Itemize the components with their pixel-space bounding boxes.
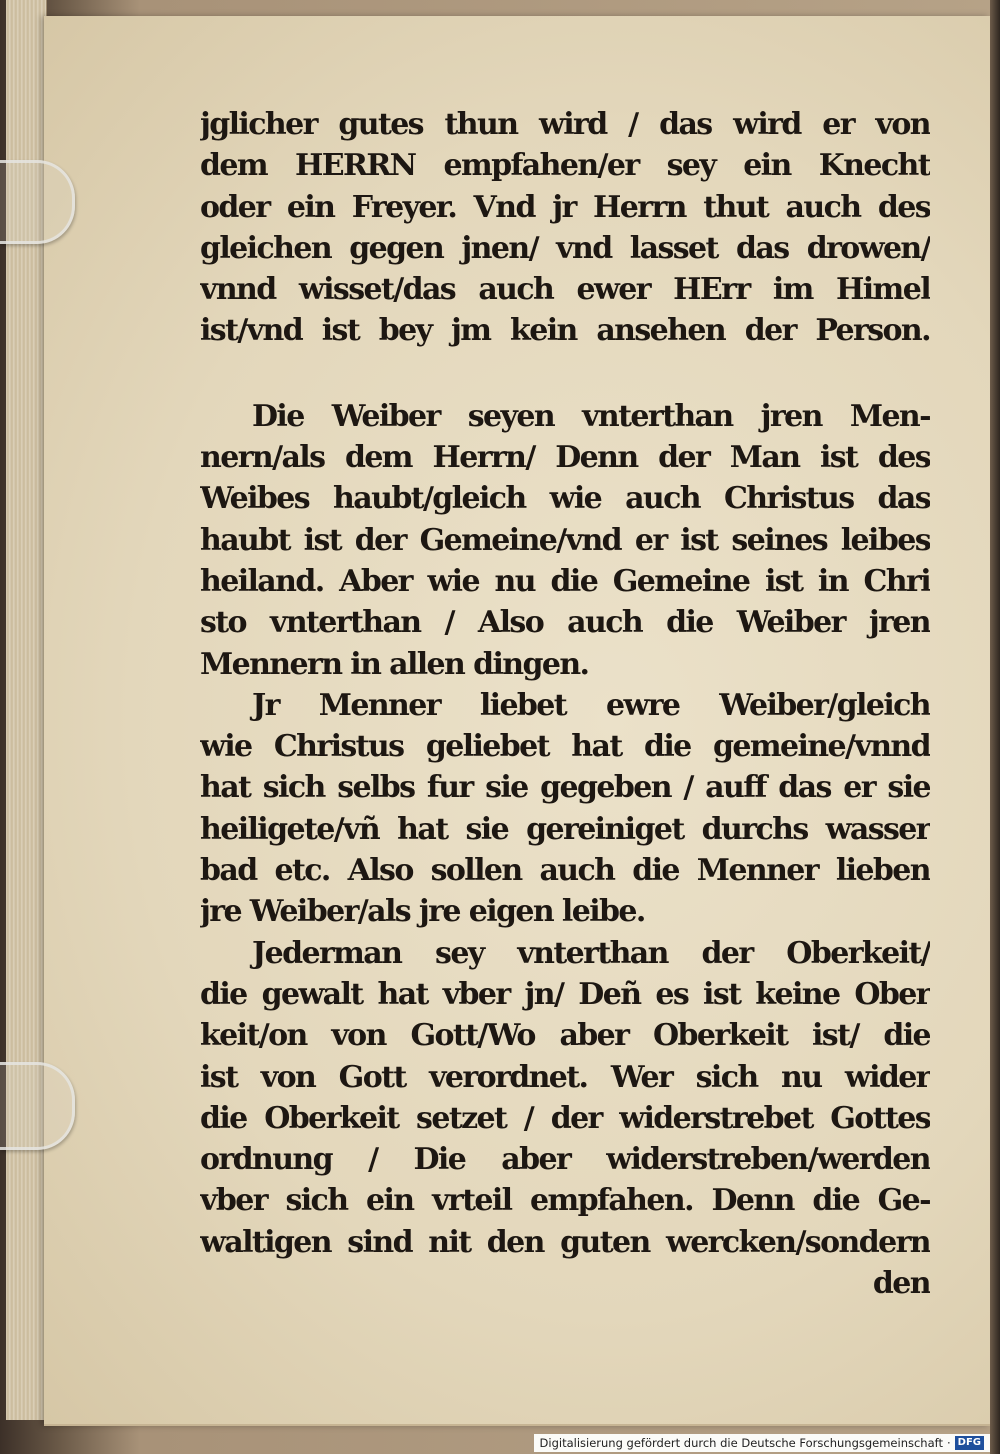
text-line: dem HERRN empfahen/er sey ein Knecht: [200, 148, 930, 184]
page-text: [200, 104, 930, 1304]
text-line: wie Christus geliebet hat die gemeine/vnnd: [200, 729, 930, 765]
paragraph-start-line: Jederman sey vnterthan der Oberkeit/: [252, 935, 930, 971]
text-line: vnnd wisset/das auch ewer HErr im Himel: [200, 272, 930, 308]
text-line: sto vnterthan / Also auch die Weiber jren: [200, 605, 930, 641]
text-line: haubt ist der Gemeine/vnd er ist seines leibes: [200, 522, 930, 558]
text-line: keit/on von Gott/Wo aber Oberkeit ist/ die: [200, 1018, 930, 1054]
text-line: bad etc. Also sollen auch die Menner lieben: [200, 853, 930, 889]
catchword: den: [872, 1266, 930, 1302]
text-line: die gewalt hat vber jn/ Deñ es ist keine Ober: [200, 976, 930, 1012]
text-line: nern/als dem Herrn/ Denn der Man ist des: [200, 440, 930, 476]
paragraph-start-line: Jr Menner liebet ewre Weiber/gleich: [252, 687, 930, 723]
paragraph-start-line: Die Weiber seyen vnterthan jren Men-: [252, 398, 930, 434]
text-line: hat sich selbs fur sie gegeben / auff das er sie: [200, 770, 930, 806]
text-line: die Oberkeit setzet / der widerstrebet Gottes: [200, 1100, 930, 1136]
credit-text: Digitalisierung gefördert durch die Deutsche Forschungsgemeinschaft: [539, 1436, 943, 1450]
digitization-credit: [534, 1434, 990, 1452]
text-line: heiland. Aber wie nu die Gemeine ist in Chri: [200, 563, 930, 599]
text-line: jre Weiber/als jre eigen leibe.: [200, 894, 645, 930]
text-line: waltigen sind nit den guten wercken/sondern: [200, 1224, 930, 1260]
text-line: jglicher gutes thun wird / das wird er von: [200, 107, 930, 142]
text-line: Weibes haubt/gleich wie auch Christus das: [200, 481, 930, 517]
text-line: ordnung / Die aber widerstreben/werden: [200, 1142, 930, 1178]
credit-separator: ·: [947, 1436, 951, 1450]
text-line: ist von Gott verordnet. Wer sich nu wider: [200, 1059, 930, 1095]
text-line: Mennern in allen dingen.: [200, 646, 589, 682]
text-line: vber sich ein vrteil empfahen. Denn die Ge-: [200, 1183, 930, 1219]
text-line: ist/vnd ist bey jm kein ansehen der Person.: [200, 313, 930, 349]
text-line: heiligete/vñ hat sie gereiniget durchs wasser: [200, 811, 930, 847]
page-clip-bottom: [0, 1062, 75, 1150]
page-clip-top: [0, 160, 75, 244]
text-line: gleichen gegen jnen/ vnd lasset das drowen/: [200, 230, 930, 266]
scan-right-edge: [990, 0, 1000, 1454]
dfg-logo: DFG: [955, 1436, 984, 1450]
text-line: oder ein Freyer. Vnd jr Herrn thut auch des: [200, 189, 930, 225]
